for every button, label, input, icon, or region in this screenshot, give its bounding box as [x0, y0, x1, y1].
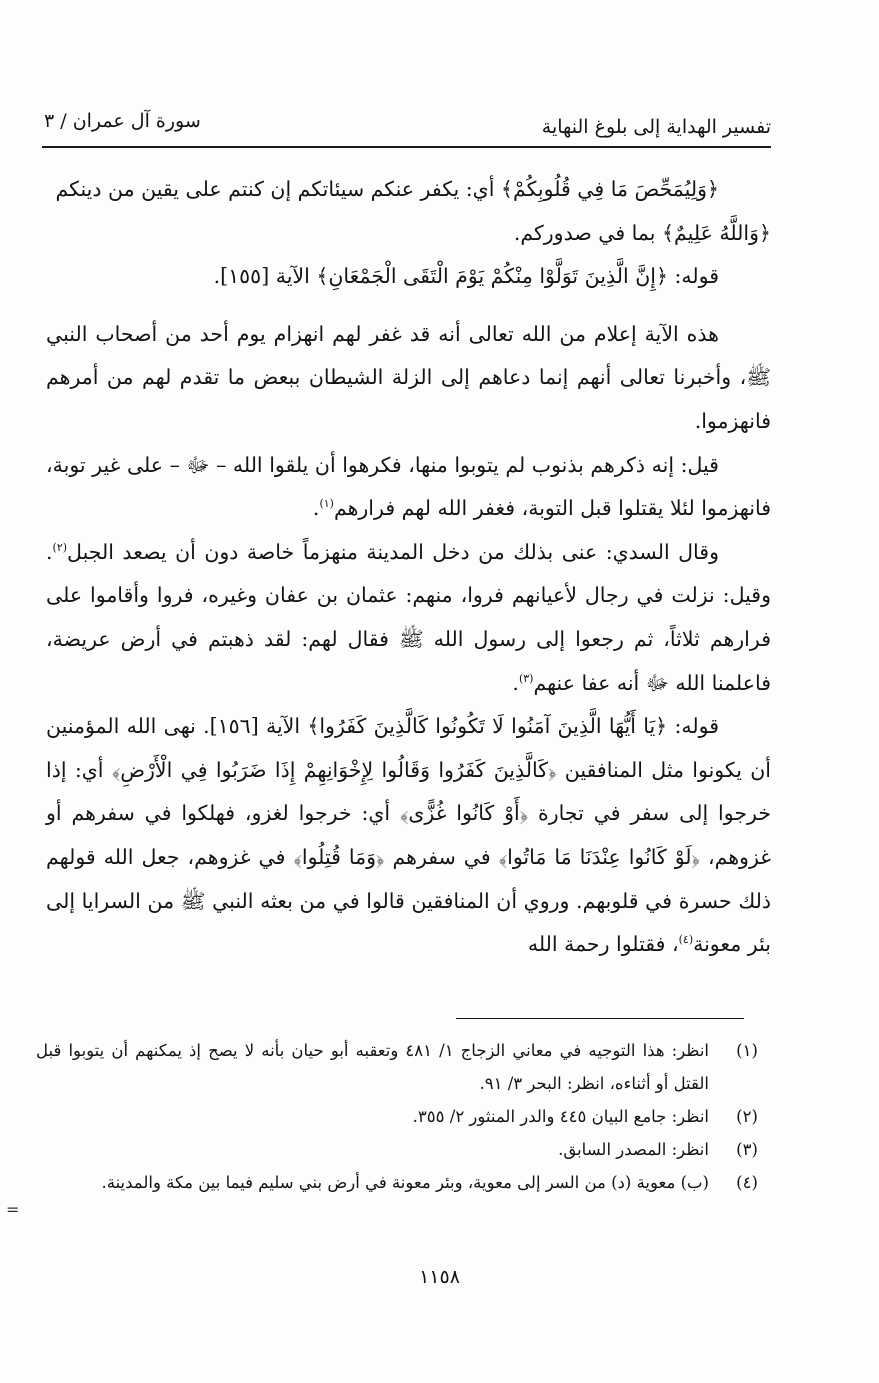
paragraph — [46, 255, 771, 299]
paragraph — [46, 168, 771, 255]
paragraph — [46, 313, 771, 444]
footnote — [36, 1133, 771, 1166]
footnote-number: (١) — [736, 1041, 758, 1060]
footnote-text: (ب) معوية (د) من السر إلى معوية، وبئر معونة في أرض بني سليم فيما بين مكة والمدينة. — [101, 1173, 709, 1192]
header-rule — [42, 146, 771, 148]
continuation-mark: = — [6, 1200, 20, 1219]
text-line: . — [312, 496, 320, 521]
text-line: . — [512, 670, 519, 695]
text-line: قوله: ﴿إِنَّ الَّذِينَ تَوَلَّوْا مِنْكُمْ يَوْمَ الْتَقَى الْجَمْعَانِ﴾ الآية [١٥٥]. — [213, 264, 719, 289]
footnote-ref: (١) — [319, 497, 334, 511]
text-line: ﴿وَاللَّهُ عَلِيمٌ﴾ بما في صدوركم. — [513, 220, 771, 245]
footnote-text: انظر: المصدر السابق. — [558, 1140, 709, 1159]
footnotes — [36, 1034, 771, 1199]
main-text — [46, 168, 771, 967]
footnote-number: (٢) — [736, 1107, 758, 1126]
paragraph — [46, 705, 771, 967]
footnote-ref: (٢) — [52, 540, 68, 554]
footnote-number: (٣) — [736, 1140, 758, 1159]
text-line: ﴿وَلِيُمَحِّصَ مَا فِي قُلُوبِكُمْ﴾ أي: يكفر عنكم سيئاتكم إن كنتم على يقين من دينكم — [55, 177, 719, 201]
footnote-text: انظر: جامع البيان ٤٤٥ والدر المنثور ٢/ ٣٥٥. — [412, 1107, 709, 1126]
footnote — [36, 1034, 771, 1100]
footnote — [36, 1100, 771, 1133]
text-line: قيل: إنه ذكرهم بذنوب لم يتوبوا منها، فكرهوا أن يلقوا الله – ﷻ – على غير توبة، فانهزموا لئلا يقتلوا قبل التوبة، فغفر الله لهم فرارهم — [46, 452, 771, 521]
footnote-ref: (٣) — [518, 671, 534, 685]
paragraph — [46, 444, 771, 531]
text-line: ، فقتلوا رحمة الله — [527, 932, 679, 957]
text-line: وقال السدي: عنى بذلك من دخل المدينة منهزماً خاصة دون أن يصعد الجبل — [67, 539, 719, 564]
text-line: . وقيل: نزلت في رجال لأعيانهم فروا، منهم: عثمان بن عفان وغيره، فروا وأقاموا على فرارهم ثلاثاً، ثم رجعوا إلى رسول الله ﷺ فقال لهم: لقد ذهبتم في أرض عريضة، فاعلمنا الله ﷻ أنه عفا عنهم — [46, 539, 771, 695]
running-header — [44, 104, 771, 142]
footnote-text: انظر: هذا التوجيه في معاني الزجاج ١/ ٤٨١ وتعقبه أبو حيان بأنه لا يصح إذ يمكنهم أن يتوبوا قبل القتل أو أثناءه، انظر: البحر ٣/ ٩١. — [36, 1041, 710, 1093]
page-number: ١١٥٨ — [419, 1266, 460, 1288]
text-line: هذه الآية إعلام من الله تعالى أنه قد غفر لهم انهزام يوم أحد من أصحاب النبي ﷺ، وأخبرنا تعالى أنهم إنما دعاهم إلى الزلة الشيطان ببعض ما تقدم لهم من أمرهم فانهزموا. — [46, 321, 771, 433]
book-title: تفسير الهداية إلى بلوغ النهاية — [541, 116, 771, 138]
paragraph — [46, 531, 771, 705]
footnote-number: (٤) — [736, 1173, 758, 1192]
footnote-rule — [456, 1018, 744, 1019]
footnote — [36, 1166, 771, 1199]
text-line: قوله: ﴿يَا أَيُّهَا الَّذِينَ آمَنُوا لَا تَكُونُوا كَالَّذِينَ كَفَرُوا﴾ الآية [١٥٦]. نهى الله المؤمنين أن يكونوا مثل المنافقين ﴿كَالَّذِينَ كَفَرُوا وَقَالُوا لِإِخْوَانِهِمْ إِذَا ضَرَبُوا فِي الْأَرْضِ﴾ أي: إذا خرجوا إلى سفر في تجارة ﴿أَوْ كَانُوا غُزًّى﴾ أي: خرجوا لغزو، فهلكوا في سفرهم أو غزوهم، ﴿لَوْ كَانُوا عِنْدَنَا مَا مَاتُوا﴾ في سفرهم ﴿وَمَا قُتِلُوا﴾ في غزوهم، جعل الله قولهم ذلك حسرة في قلوبهم. وروي أن المنافقين قالوا في من بعثه النبي ﷺ من السرايا إلى بئر معونة — [46, 714, 771, 957]
surah-title: سورة آل عمران / ٣ — [44, 110, 201, 132]
footnote-ref: (٤) — [678, 933, 694, 947]
